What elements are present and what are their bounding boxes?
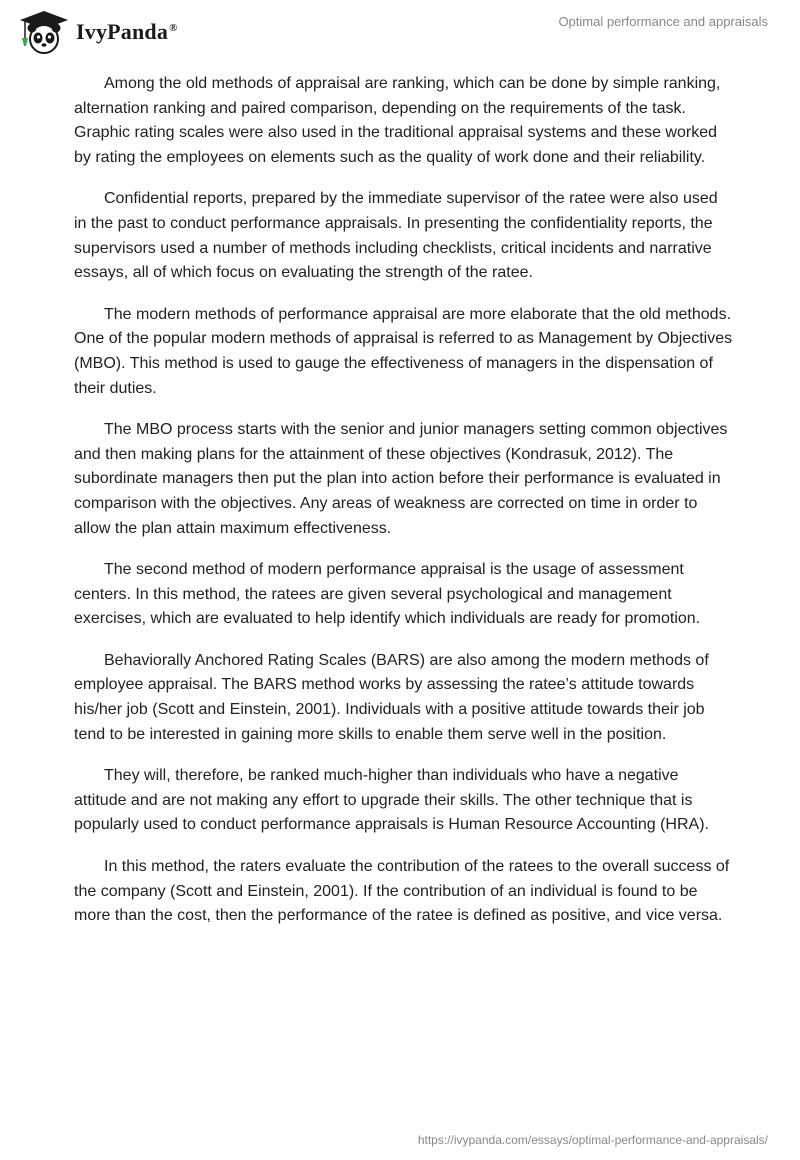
paragraph: The modern methods of performance appraisal are more elaborate that the old methods. One of the popular modern methods of appraisal is referred to as Management by Objectives (MBO). This method is used to gauge the effectiveness of managers in the dispensation of their duties. xyxy=(74,305,733,397)
essay-body xyxy=(74,72,734,946)
brand-logo[interactable] xyxy=(16,8,178,56)
registered-mark: ® xyxy=(169,21,178,34)
paragraph: Confidential reports, prepared by the immediate supervisor of the ratee were also used in the past to conduct performance appraisals. In presenting the confidentiality reports, the supervisors used a number of methods including checklists, critical incidents and narrative essays, all of which focus on evaluating the strength of the ratee. xyxy=(74,190,718,282)
paragraph: The MBO process starts with the senior and junior managers setting common objectives and then making plans for the attainment of these objectives (Kondrasuk, 2012). The subordinate managers then put the plan into action before their performance is evaluated in comparison with the objectives. Any areas of weakness are corrected on time in order to allow the plan attain maximum effectiveness. xyxy=(74,421,728,537)
paragraph: In this method, the raters evaluate the contribution of the ratees to the overall success of the company (Scott and Einstein, 2001). If the contribution of an individual is found to be more than the cost, then the performance of the ratee is defined as positive, and vice versa. xyxy=(74,858,730,925)
paragraph: They will, therefore, be ranked much-higher than individuals who have a negative attitude and are not making any effort to upgrade their skills. The other technique that is popularly used to conduct performance appraisals is Human Resource Accounting (HRA). xyxy=(74,767,709,834)
paragraph: Among the old methods of appraisal are ranking, which can be done by simple ranking, alternation ranking and paired comparison, depending on the requirements of the task. Graphic rating scales were also used in the traditional appraisal systems and these worked by rating the employees on elements such as the quality of work done and their reliability. xyxy=(74,75,721,166)
source-url-link[interactable]: https://ivypanda.com/essays/optimal-performance-and-appraisals/ xyxy=(417,1133,768,1147)
paragraph: The second method of modern performance appraisal is the usage of assessment centers. In this method, the ratees are given several psychological and management exercises, which are evaluated to help identify which individuals are ready for promotion. xyxy=(74,561,701,628)
paragraph: Behaviorally Anchored Rating Scales (BARS) are also among the modern methods of employee appraisal. The BARS method works by assessing the ratee’s attitude towards his/her job (Scott and Einstein, 2001). Individuals with a positive attitude towards their job tend to be interested in gaining more skills to enable them serve well in the position. xyxy=(74,651,709,743)
document-title: Optimal performance and appraisals xyxy=(558,14,768,29)
panda-graduate-icon xyxy=(16,8,72,56)
brand-name: IvyPanda® xyxy=(76,19,178,44)
page-header xyxy=(0,0,800,60)
